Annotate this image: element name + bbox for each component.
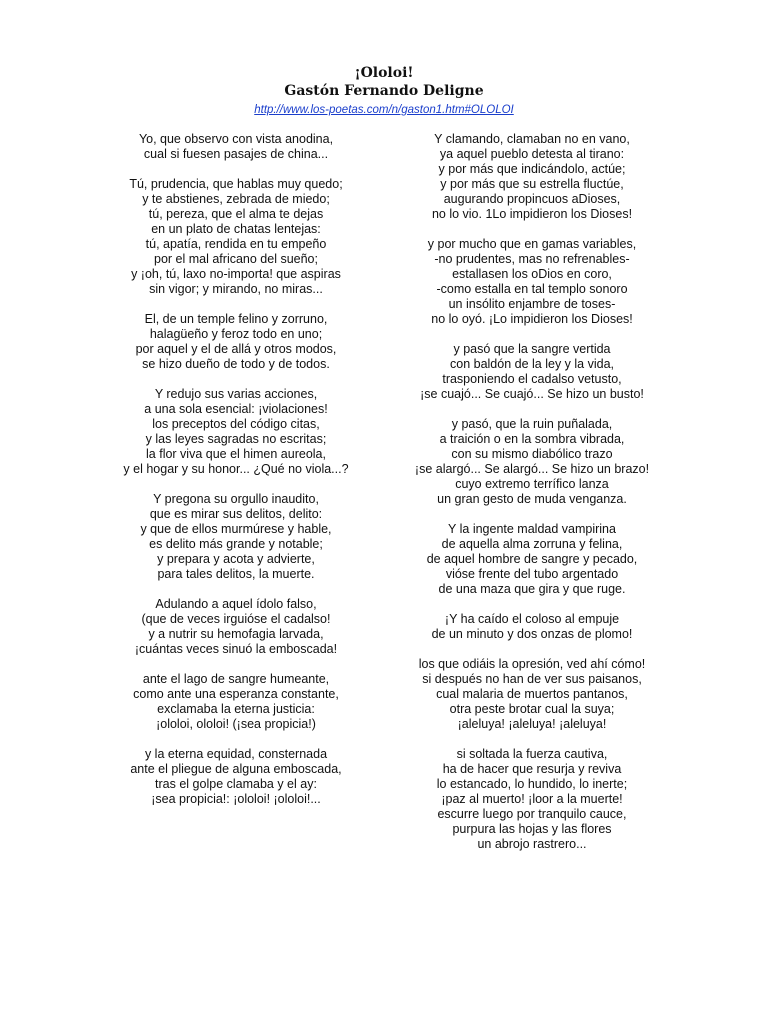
poem-line: y por mucho que en gamas variables,	[427, 237, 637, 251]
poem-line: y el hogar y su honor... ¿Qué no viola...?	[123, 462, 349, 476]
poem-line: de una maza que gira y que ruge.	[438, 582, 626, 596]
source-link[interactable]: http://www.los-poetas.com/n/gaston1.htm#OLOLOI	[254, 104, 514, 116]
poem-line: -como estalla en tal templo sonoro	[436, 282, 628, 296]
stanza	[382, 522, 682, 597]
poem-line: con baldón de la ley y la vida,	[450, 357, 614, 371]
poem-line: ¡ololoi, ololoi! (¡sea propicia!)	[156, 717, 316, 731]
poem-line: y la eterna equidad, consternada	[144, 747, 328, 761]
poem-line: no lo oyó. ¡Lo impidieron los Dioses!	[431, 312, 633, 326]
poem-line: tras el golpe clamaba y el ay:	[155, 777, 317, 791]
stanza	[382, 417, 682, 507]
stanza	[382, 342, 682, 402]
poem-line: y pasó, que la ruin puñalada,	[451, 417, 613, 431]
poem-line: exclamaba la eterna justicia:	[157, 702, 315, 716]
poem-line: para tales delitos, la muerte.	[157, 567, 315, 581]
poem-line: ¡paz al muerto! ¡loor a la muerte!	[441, 792, 623, 806]
poem-line: trasponiendo el cadalso vetusto,	[442, 372, 622, 386]
stanza	[382, 747, 682, 852]
poem-line: y te abstienes, zebrada de miedo;	[142, 192, 330, 206]
poem-line: y prepara y acota y advierte,	[157, 552, 315, 566]
poem-line: Y redujo sus varias acciones,	[154, 387, 318, 401]
poem-line: ¡sea propicia!: ¡ololoi! ¡ololoi!...	[151, 792, 321, 806]
poem-line: ¡se alargó... Se alargó... Se hizo un brazo!	[414, 462, 650, 476]
poem-line: los que odiáis la opresión, ved ahí cómo!	[418, 657, 646, 671]
poem-line: un insólito enjambre de toses-	[448, 297, 616, 311]
poem-line: y que de ellos murmúrese y hable,	[140, 522, 332, 536]
poem-line: (que de veces irguióse el cadalso!	[141, 612, 331, 626]
stanza	[382, 237, 682, 327]
poem-column-left	[86, 132, 386, 822]
poem-line: Adulando a aquel ídolo falso,	[155, 597, 317, 611]
stanza	[86, 177, 386, 297]
poem-line: a una sola esencial: ¡violaciones!	[144, 402, 328, 416]
poem-line: ¡cuántas veces sinuó la emboscada!	[134, 642, 338, 656]
stanza	[86, 672, 386, 732]
poem-line: y por más que indicándolo, actúe;	[438, 162, 626, 176]
poem-line: otra peste brotar cual la suya;	[449, 702, 615, 716]
stanza	[382, 612, 682, 642]
poem-line: escurre luego por tranquilo cauce,	[437, 807, 627, 821]
document-header	[0, 64, 768, 118]
poem-line: por el mal africano del sueño;	[154, 252, 318, 266]
poem-line: y las leyes sagradas no escritas;	[145, 432, 327, 446]
poem-line: y pasó que la sangre vertida	[453, 342, 611, 356]
poem-line: El, de un temple felino y zorruno,	[144, 312, 328, 326]
poem-line: no lo vio. 1Lo impidieron los Dioses!	[431, 207, 633, 221]
poem-line: ¡Y ha caído el coloso al empuje	[444, 612, 620, 626]
poem-line: un abrojo rastrero...	[477, 837, 587, 851]
poem-line: un gran gesto de muda venganza.	[437, 492, 627, 506]
stanza	[86, 492, 386, 582]
poem-line: sin vigor; y mirando, no miras...	[149, 282, 323, 296]
poem-line: ¡se cuajó... Se cuajó... Se hizo un busto!	[420, 387, 644, 401]
poem-column-right	[382, 132, 682, 867]
poem-line: tú, apatía, rendida en tu empeño	[145, 237, 327, 251]
poem-line: Y pregona su orgullo inaudito,	[153, 492, 319, 506]
poem-line: por aquel y el de allá y otros modos,	[135, 342, 337, 356]
poem-line: ante el lago de sangre humeante,	[142, 672, 330, 686]
poem-line: es delito más grande y notable;	[149, 537, 323, 551]
poem-line: ¡aleluya! ¡aleluya! ¡aleluya!	[457, 717, 607, 731]
stanza	[86, 747, 386, 807]
poem-line: ha de hacer que resurja y reviva	[442, 762, 622, 776]
poem-line: purpura las hojas y las flores	[452, 822, 612, 836]
poem-line: -no prudentes, mas no refrenables-	[434, 252, 630, 266]
stanza	[86, 387, 386, 477]
poem-line: ante el pliegue de alguna emboscada,	[130, 762, 342, 776]
poem-line: y a nutrir su hemofagia larvada,	[148, 627, 324, 641]
stanza	[86, 597, 386, 657]
poem-line: halagüeño y feroz todo en uno;	[149, 327, 323, 341]
poem-line: Y clamando, clamaban no en vano,	[434, 132, 630, 146]
poem-line: la flor viva que el himen aureola,	[146, 447, 326, 461]
poem-line: cual si fuesen pasajes de china...	[143, 147, 329, 161]
poem-line: de aquella alma zorruna y felina,	[441, 537, 623, 551]
poem-line: con su mismo diabólico trazo	[451, 447, 613, 461]
poem-line: que es mirar sus delitos, delito:	[149, 507, 323, 521]
poem-line: Tú, prudencia, que hablas muy quedo;	[129, 177, 343, 191]
poem-line: los preceptos del código citas,	[152, 417, 320, 431]
poem-title: ¡Ololoi!	[354, 65, 414, 81]
poem-line: de aquel hombre de sangre y pecado,	[426, 552, 638, 566]
poem-author: Gastón Fernando Deligne	[284, 83, 484, 99]
poem-line: cuyo extremo terrífico lanza	[455, 477, 609, 491]
poem-line: Y la ingente maldad vampirina	[448, 522, 616, 536]
poem-line: de un minuto y dos onzas de plomo!	[431, 627, 633, 641]
poem-line: a traición o en la sombra vibrada,	[439, 432, 625, 446]
poem-line: cual malaria de muertos pantanos,	[436, 687, 628, 701]
poem-line: Yo, que observo con vista anodina,	[138, 132, 334, 146]
poem-line: si después no han de ver sus paisanos,	[422, 672, 642, 686]
poem-line: y por más que su estrella fluctúe,	[440, 177, 624, 191]
poem-line: estallasen los oDios en coro,	[452, 267, 612, 281]
stanza	[86, 132, 386, 162]
poem-line: en un plato de chatas lentejas:	[151, 222, 321, 236]
poem-line: lo estancado, lo hundido, lo inerte;	[436, 777, 628, 791]
poem-line: tú, pereza, que el alma te dejas	[148, 207, 324, 221]
poem-line: si soltada la fuerza cautiva,	[456, 747, 608, 761]
poem-line: se hizo dueño de todo y de todos.	[142, 357, 330, 371]
poem-line: augurando propincuos aDioses,	[443, 192, 621, 206]
stanza	[86, 312, 386, 372]
poem-line: ya aquel pueblo detesta al tirano:	[439, 147, 625, 161]
stanza	[382, 132, 682, 222]
poem-line: y ¡oh, tú, laxo no-importa! que aspiras	[131, 267, 341, 281]
stanza	[382, 657, 682, 732]
poem-line: como ante una esperanza constante,	[133, 687, 339, 701]
poem-line: vióse frente del tubo argentado	[445, 567, 619, 581]
